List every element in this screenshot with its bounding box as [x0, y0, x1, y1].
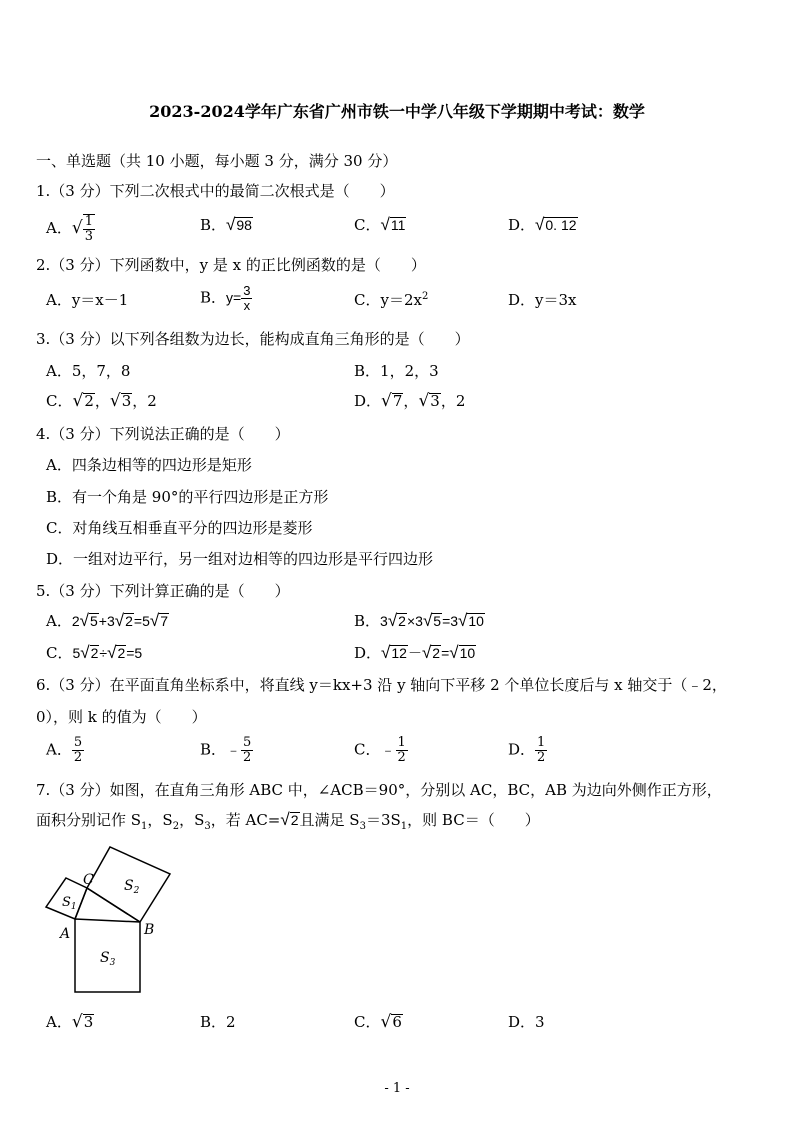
q5-option-c[interactable]: C．5√2÷√2=5 [46, 643, 143, 662]
q1-option-d[interactable]: D．√0. 12 [508, 215, 577, 234]
q2-option-b[interactable]: B．y= $\frac{3}{x}$ [200, 283, 251, 313]
label-c: C [83, 872, 94, 888]
q4-option-d[interactable]: D．一组对边平行，另一组对边相等的四边形是平行四边形 [46, 550, 434, 568]
question-2-stem: 2.（3 分）下列函数中，y 是 x 的正比例函数的是（ ） [36, 256, 426, 274]
sqrt-icon: √98 [226, 215, 252, 234]
sqrt-icon: √0. 12 [535, 215, 577, 234]
question-7-stem: 7.（3 分）如图，在直角三角形 ABC 中，∠ACB＝90°，分别以 AC，BC，AB 为边向外侧作正方形， [36, 781, 722, 799]
q2-option-a[interactable]: A．y＝x－1 [46, 291, 129, 309]
question-5-stem: 5.（3 分）下列计算正确的是（ ） [36, 582, 290, 600]
q7-option-c[interactable]: C．√6 [354, 1012, 402, 1032]
question-6-stem-cont: 0），则 k 的值为（ ） [36, 708, 207, 726]
q3-option-a[interactable]: A．5，7，8 [46, 362, 131, 380]
q2-option-d[interactable]: D．y＝3x [508, 291, 577, 309]
question-4-stem: 4.（3 分）下列说法正确的是（ ） [36, 425, 290, 443]
q3-option-d[interactable]: D．√7，√3，2 [354, 391, 466, 411]
q2-option-c[interactable]: C．$y=2x^2$ [354, 291, 429, 309]
q3-option-c[interactable]: C．√2，√3，2 [46, 391, 157, 411]
q5-option-b[interactable]: B．3√2×3√5=3√10 [354, 611, 484, 630]
fraction: $\frac{5}{2}$ [73, 735, 83, 765]
q7-option-d[interactable]: D．3 [508, 1013, 545, 1031]
q7-option-b[interactable]: B．2 [200, 1013, 236, 1031]
q3-option-b[interactable]: B．1，2，3 [354, 362, 439, 380]
q5-option-d[interactable]: D．√12－√2=√10 [354, 643, 476, 662]
fraction: $\frac{5}{2}$ [243, 735, 252, 765]
section-heading: 一、单选题（共 10 小题，每小题 3 分，满分 30 分） [36, 152, 398, 170]
fraction: $\frac{1}{2}$ [397, 735, 406, 765]
label-s3: $S_3$ [100, 950, 116, 968]
fraction: $\frac{1}{2}$ [537, 735, 546, 765]
q5-option-a[interactable]: A．2√5+3√2=5√7 [46, 611, 168, 630]
label-s1: $S_1$ [62, 895, 77, 912]
question-3-stem: 3.（3 分）以下列各组数为边长，能构成直角三角形的是（ ） [36, 330, 470, 348]
q1-option-c[interactable]: C．√11 [354, 215, 406, 234]
question-1-stem: 1.（3 分）下列二次根式中的最简二次根式是（ ） [36, 182, 395, 200]
page-title: 2023-2024学年广东省广州市铁一中学八年级下学期期中考试：数学 [149, 102, 645, 121]
label-s2: $S_2$ [124, 878, 140, 896]
q4-option-a[interactable]: A．四条边相等的四边形是矩形 [46, 456, 252, 474]
q4-option-c[interactable]: C．对角线互相垂直平分的四边形是菱形 [46, 519, 313, 537]
label-b: B [144, 922, 155, 938]
q4-option-b[interactable]: B．有一个角是 90°的平行四边形是正方形 [46, 488, 329, 506]
squares-figure [40, 842, 180, 1002]
q6-option-c[interactable]: C．﹣ $\frac{1}{2}$ [354, 735, 406, 765]
question-6-stem: 6.（3 分）在平面直角坐标系中，将直线 y＝kx+3 沿 y 轴向下平移 2 个单位长度后与 x 轴交于（﹣2， [36, 676, 727, 694]
q7-option-a[interactable]: A．√3 [46, 1012, 94, 1032]
q1-option-b[interactable]: B．√98 [200, 215, 252, 234]
page-number: - 1 - [384, 1081, 410, 1096]
q6-option-a[interactable]: A． $\frac{5}{2}$ [46, 735, 83, 765]
q1-option-a[interactable]: A．√ $\frac{1}{3}$ [46, 214, 93, 244]
label-a: A [60, 926, 71, 942]
q6-option-b[interactable]: B．﹣ $\frac{5}{2}$ [200, 735, 252, 765]
sqrt-icon: √ $\frac{1}{3}$ [71, 214, 93, 244]
sqrt-icon: √11 [380, 215, 406, 234]
fraction: $\frac{3}{x}$ [243, 283, 251, 313]
q6-option-d[interactable]: D． $\frac{1}{2}$ [508, 735, 546, 765]
question-7-stem-cont: 面积分别记作 $S_1$，$S_2$，$S_3$，若 AC=√2且满足 $S_3=3S_1$，则 BC＝（ ） [36, 810, 540, 832]
